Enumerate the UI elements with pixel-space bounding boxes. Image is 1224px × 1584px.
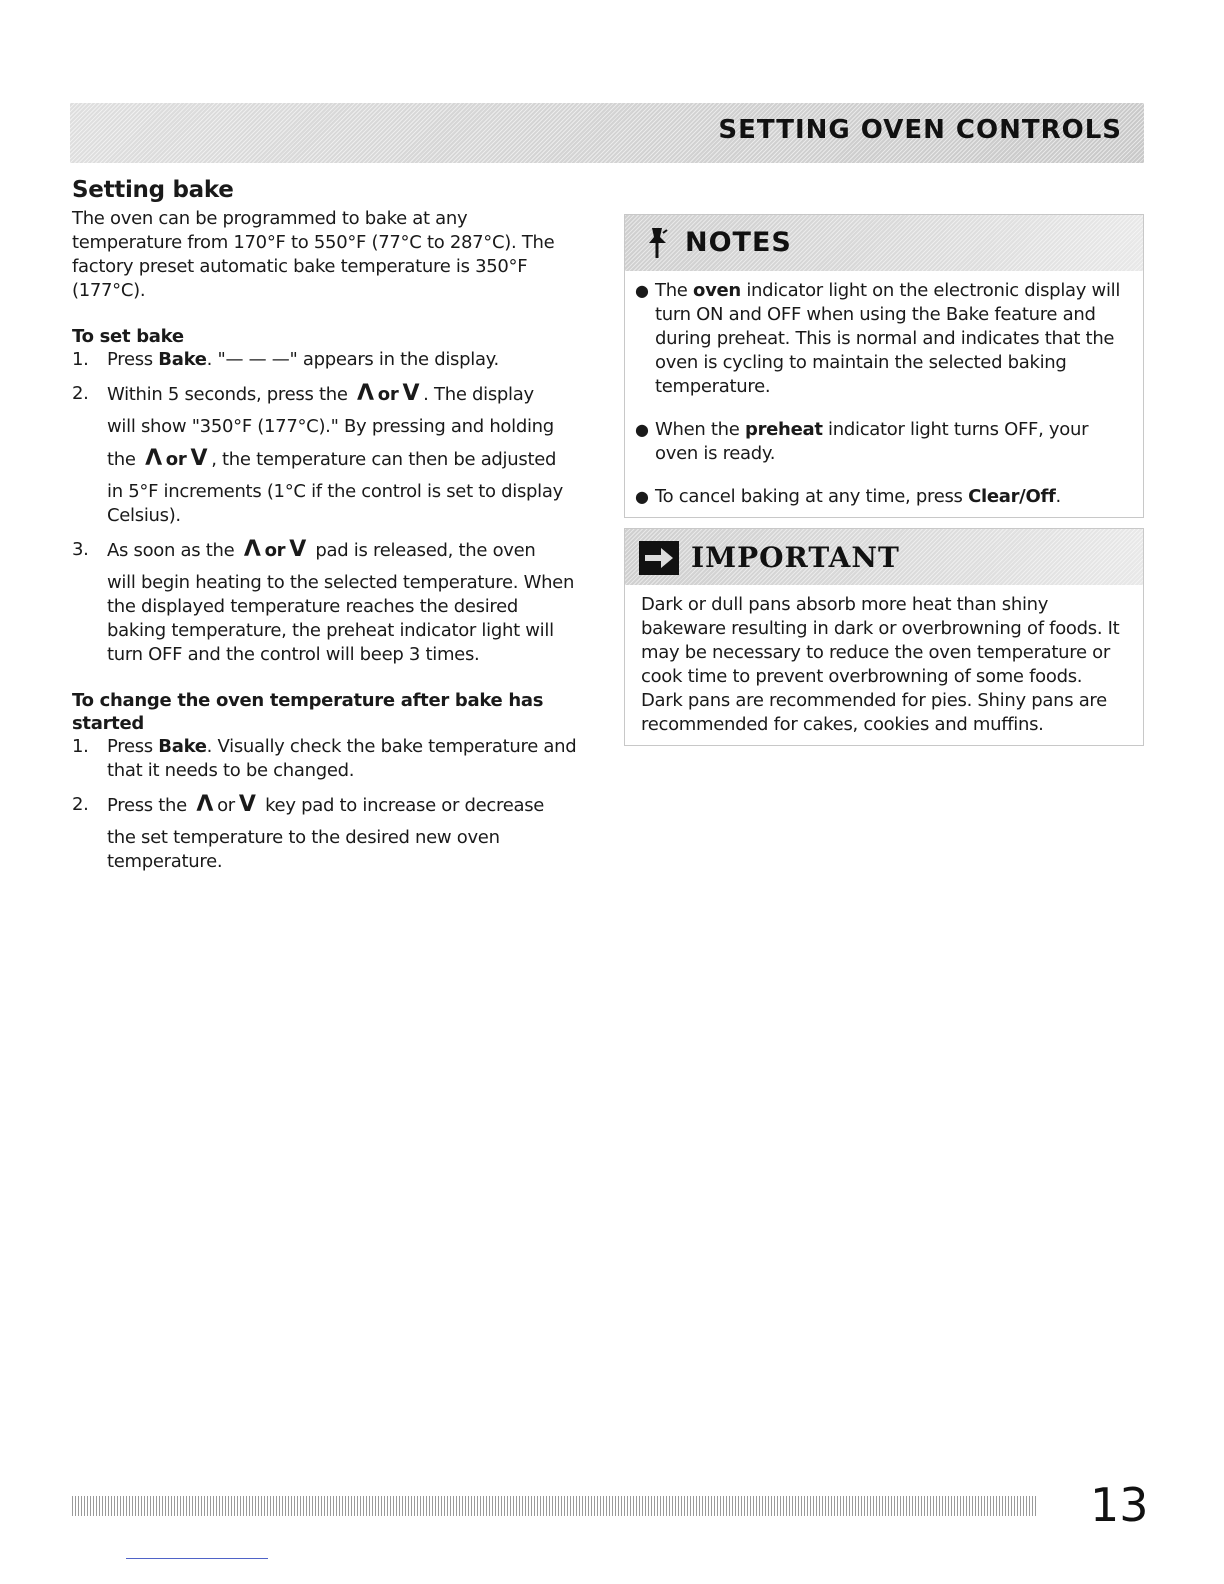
step-number: 2. xyxy=(72,794,89,815)
step-text: . Visually check the bake temperature and that it needs to be changed. xyxy=(107,736,577,781)
bullet-icon: ● xyxy=(635,487,649,506)
to-set-bake-steps xyxy=(72,348,582,667)
step-number: 2. xyxy=(72,383,89,404)
note-text: When the xyxy=(655,419,745,440)
arrow-right-box-icon xyxy=(639,541,679,579)
section-header-band xyxy=(70,103,1144,163)
footer-band xyxy=(72,1496,1036,1516)
setting-bake-title: Setting bake xyxy=(72,177,234,203)
step-number: 1. xyxy=(72,349,89,370)
list-item xyxy=(72,538,582,667)
notes-title: NOTES xyxy=(685,227,792,258)
step-text: . The display xyxy=(423,384,534,405)
note-text: To cancel baking at any time, press xyxy=(655,486,969,507)
note-bold: oven xyxy=(693,280,741,301)
down-arrow-icon: V xyxy=(289,537,306,562)
or-label: or xyxy=(264,540,286,561)
step-text: will show "350°F (177°C)." By pressing and holding xyxy=(107,416,554,437)
setting-bake-intro: The oven can be programmed to bake at any temperature from 170°F to 550°F (77°C to 287°C). The factory preset automatic bake temperature is 350°F (177°C). xyxy=(72,208,555,301)
step-text: Within 5 seconds, press the xyxy=(107,384,348,405)
bake-key-label: Bake xyxy=(158,736,207,757)
down-arrow-icon: V xyxy=(190,446,208,471)
step-text: Press xyxy=(107,349,159,370)
step-text: As soon as the xyxy=(107,540,235,561)
list-item xyxy=(635,485,1133,509)
page-number: 13 xyxy=(1090,1478,1149,1532)
up-arrow-icon: Λ xyxy=(196,792,214,817)
down-arrow-icon: V xyxy=(238,792,256,817)
down-arrow-icon: V xyxy=(402,381,420,406)
note-text: . xyxy=(1055,486,1061,507)
up-arrow-icon: Λ xyxy=(145,446,162,471)
step-line xyxy=(107,447,582,472)
change-temp-steps xyxy=(72,735,582,874)
up-arrow-icon: Λ xyxy=(243,537,261,562)
step-text: the set temperature to the desired new oven temperature. xyxy=(107,827,500,872)
pushpin-icon xyxy=(643,225,673,265)
step-text: Press the xyxy=(107,795,187,816)
step-text: key pad to increase or decrease xyxy=(265,795,545,816)
notes-header xyxy=(625,215,1143,271)
or-label: or xyxy=(377,384,399,405)
step-text: , the temperature can then be adjusted xyxy=(211,449,557,470)
list-item xyxy=(635,279,1133,399)
bottom-rule xyxy=(126,1558,268,1559)
bullet-icon: ● xyxy=(635,420,649,439)
or-label: or xyxy=(165,449,187,470)
note-text: The xyxy=(655,280,693,301)
note-text: indicator light turns OFF, your oven is ready. xyxy=(655,419,1089,464)
list-item xyxy=(72,735,582,783)
up-arrow-icon: Λ xyxy=(357,381,374,406)
important-title: IMPORTANT xyxy=(691,541,900,574)
note-bold: preheat xyxy=(744,419,823,440)
step-text: . "— — —" appears in the display. xyxy=(206,349,499,370)
to-set-bake-heading: To set bake xyxy=(72,326,184,347)
left-column xyxy=(72,175,582,874)
important-header xyxy=(625,529,1143,585)
note-text: indicator light on the electronic display will turn ON and OFF when using the Bake feature and during preheat. This is normal and indicates that the oven is cycling to maintain the selected baking temperature. xyxy=(655,280,1121,397)
step-number: 3. xyxy=(72,539,89,560)
list-item xyxy=(72,382,582,528)
list-item xyxy=(72,793,582,874)
step-text: the xyxy=(107,449,136,470)
notes-body xyxy=(625,271,1143,517)
or-label: or xyxy=(217,795,235,816)
note-bold: Clear/Off xyxy=(968,486,1056,507)
bake-key-label: Bake xyxy=(158,349,207,370)
step-number: 1. xyxy=(72,736,89,757)
notes-box xyxy=(624,214,1144,518)
step-text: pad is released, the oven xyxy=(315,540,536,561)
list-item xyxy=(635,418,1133,466)
bullet-icon: ● xyxy=(635,281,649,300)
step-text: will begin heating to the selected temperature. When the displayed temperature reaches the desired baking temperature, the preheat indicator light will turn OFF and the control will beep 3 times. xyxy=(107,572,575,665)
important-box xyxy=(624,528,1144,746)
change-temp-heading: To change the oven temperature after bake has started xyxy=(72,690,544,734)
step-text: Press xyxy=(107,736,159,757)
section-header-title: SETTING OVEN CONTROLS xyxy=(718,115,1122,145)
important-text: Dark or dull pans absorb more heat than shiny bakeware resulting in dark or overbrowning of foods. It may be necessary to reduce the oven temperature or cook time to prevent overbrowning of some foods. Dark pans are recommended for pies. Shiny pans are recommended for cakes, cookies and muffins. xyxy=(641,594,1120,735)
step-text: in 5°F increments (1°C if the control is set to display Celsius). xyxy=(107,481,563,526)
list-item xyxy=(72,348,582,372)
